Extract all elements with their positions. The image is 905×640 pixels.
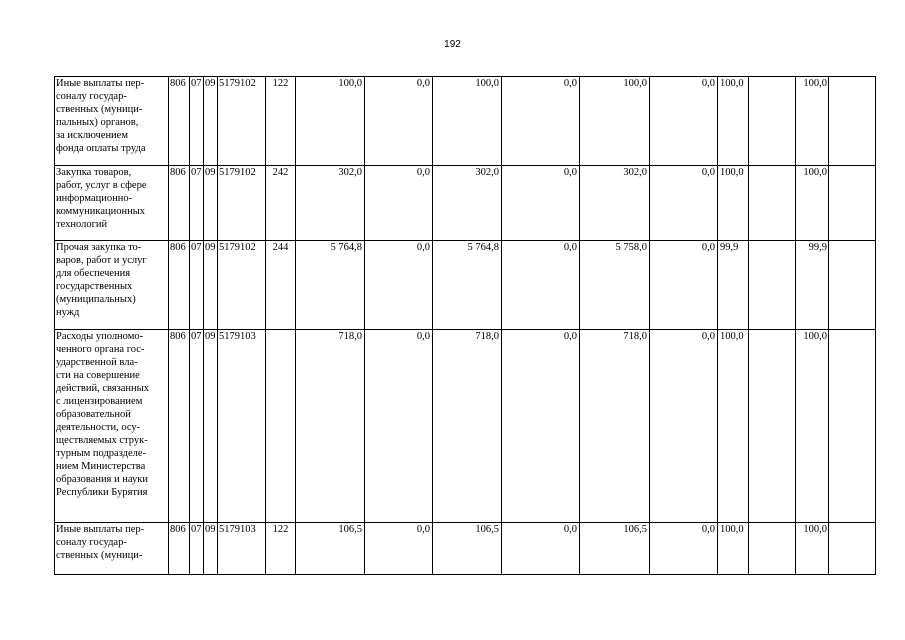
expense-name-line: ществляемых струк-: [56, 435, 148, 446]
ved-code: 806: [169, 166, 190, 241]
empty-col: [829, 77, 876, 166]
amount-2: 0,0: [365, 166, 433, 241]
expense-name-line: информационно-: [56, 193, 133, 204]
percent-1: 100,0: [718, 77, 749, 166]
amount-2: 0,0: [365, 330, 433, 523]
percent-1: 100,0: [718, 523, 749, 575]
expense-name-line: соналу государ-: [56, 537, 127, 548]
empty-col: [829, 241, 876, 330]
table-row: [55, 523, 876, 575]
percent-2: 100,0: [796, 77, 829, 166]
expense-name: [55, 523, 169, 575]
expense-name-line: с лицензированием: [56, 396, 143, 407]
expense-name-line: Прочая закупка то-: [56, 242, 142, 253]
spacer-col: [749, 241, 796, 330]
ved-code: 806: [169, 523, 190, 575]
amount-3: 106,5: [433, 523, 502, 575]
spacer-col: [749, 330, 796, 523]
vr-code: 242: [266, 166, 296, 241]
percent-1: 99,9: [718, 241, 749, 330]
vr-code: 244: [266, 241, 296, 330]
csr-code: 5179102: [218, 77, 266, 166]
expense-name-line: ственных (муници-: [56, 104, 143, 115]
expense-name-line: государственных: [56, 281, 133, 292]
expense-name-line: Иные выплаты пер-: [56, 524, 145, 535]
csr-code: 5179102: [218, 166, 266, 241]
spacer-col: [749, 523, 796, 575]
expense-name: [55, 166, 169, 241]
amount-1: 100,0: [296, 77, 365, 166]
expense-name-line: образовательной: [56, 409, 131, 420]
table-row: [55, 166, 876, 241]
percent-2: 100,0: [796, 166, 829, 241]
expense-name-line: работ, услуг в сфере: [56, 180, 147, 191]
expense-name-line: ударственной вла-: [56, 357, 138, 368]
amount-4: 0,0: [502, 523, 580, 575]
table-row: [55, 77, 876, 166]
expense-name-line: для обеспечения: [56, 268, 131, 279]
percent-2: 100,0: [796, 330, 829, 523]
expense-name-line: нием Министерства: [56, 461, 146, 472]
vr-code: 122: [266, 77, 296, 166]
amount-3: 302,0: [433, 166, 502, 241]
amount-6: 0,0: [650, 523, 718, 575]
amount-3: 100,0: [433, 77, 502, 166]
amount-5: 718,0: [580, 330, 650, 523]
expense-name-line: Республики Бурятия: [56, 487, 148, 498]
amount-6: 0,0: [650, 166, 718, 241]
vr-code: [266, 330, 296, 523]
expense-name-line: нужд: [56, 307, 80, 318]
expense-name-line: коммуникационных: [56, 206, 146, 217]
rz-code: 07: [190, 523, 204, 575]
percent-2: 99,9: [796, 241, 829, 330]
amount-1: 106,5: [296, 523, 365, 575]
amount-2: 0,0: [365, 77, 433, 166]
ved-code: 806: [169, 77, 190, 166]
expense-name-line: технологий: [56, 219, 108, 230]
expense-name: [55, 77, 169, 166]
expense-name-line: образования и науки: [56, 474, 148, 485]
budget-table: [54, 76, 876, 575]
ved-code: 806: [169, 330, 190, 523]
amount-5: 100,0: [580, 77, 650, 166]
expense-name-line: деятельности, осу-: [56, 422, 141, 433]
expense-name-line: за исключением: [56, 130, 128, 141]
expense-name-line: варов, работ и услуг: [56, 255, 147, 266]
page-number: 192: [444, 39, 461, 50]
expense-name-line: Закупка товаров,: [56, 167, 132, 178]
percent-1: 100,0: [718, 330, 749, 523]
csr-code: 5179102: [218, 241, 266, 330]
csr-code: 5179103: [218, 523, 266, 575]
expense-name-line: фонда оплаты труда: [56, 143, 146, 154]
percent-2: 100,0: [796, 523, 829, 575]
expense-name-line: соналу государ-: [56, 91, 127, 102]
amount-4: 0,0: [502, 77, 580, 166]
amount-3: 718,0: [433, 330, 502, 523]
expense-name-line: пальных) органов,: [56, 117, 139, 128]
amount-4: 0,0: [502, 241, 580, 330]
spacer-col: [749, 77, 796, 166]
expense-name-line: сти на совершение: [56, 370, 140, 381]
ved-code: 806: [169, 241, 190, 330]
pr-code: 09: [204, 77, 218, 166]
rz-code: 07: [190, 241, 204, 330]
expense-name-line: (муниципальных): [56, 294, 136, 305]
amount-1: 302,0: [296, 166, 365, 241]
pr-code: 09: [204, 241, 218, 330]
expense-name-line: Иные выплаты пер-: [56, 78, 145, 89]
vr-code: 122: [266, 523, 296, 575]
amount-6: 0,0: [650, 77, 718, 166]
empty-col: [829, 330, 876, 523]
expense-name-line: действий, связанных: [56, 383, 149, 394]
amount-3: 5 764,8: [433, 241, 502, 330]
amount-2: 0,0: [365, 523, 433, 575]
amount-2: 0,0: [365, 241, 433, 330]
amount-5: 302,0: [580, 166, 650, 241]
expense-name: [55, 330, 169, 523]
amount-4: 0,0: [502, 330, 580, 523]
expense-name-line: турным подразделе-: [56, 448, 147, 459]
amount-1: 718,0: [296, 330, 365, 523]
amount-1: 5 764,8: [296, 241, 365, 330]
csr-code: 5179103: [218, 330, 266, 523]
pr-code: 09: [204, 166, 218, 241]
table-row: [55, 330, 876, 523]
rz-code: 07: [190, 77, 204, 166]
amount-4: 0,0: [502, 166, 580, 241]
expense-name-line: Расходы уполномо-: [56, 331, 144, 342]
amount-6: 0,0: [650, 330, 718, 523]
amount-5: 106,5: [580, 523, 650, 575]
rz-code: 07: [190, 330, 204, 523]
expense-name-line: ченного органа гос-: [56, 344, 145, 355]
amount-5: 5 758,0: [580, 241, 650, 330]
expense-name: [55, 241, 169, 330]
expense-name-line: ственных (муници-: [56, 550, 143, 561]
percent-1: 100,0: [718, 166, 749, 241]
amount-6: 0,0: [650, 241, 718, 330]
spacer-col: [749, 166, 796, 241]
empty-col: [829, 166, 876, 241]
pr-code: 09: [204, 523, 218, 575]
table-row: [55, 241, 876, 330]
pr-code: 09: [204, 330, 218, 523]
rz-code: 07: [190, 166, 204, 241]
empty-col: [829, 523, 876, 575]
